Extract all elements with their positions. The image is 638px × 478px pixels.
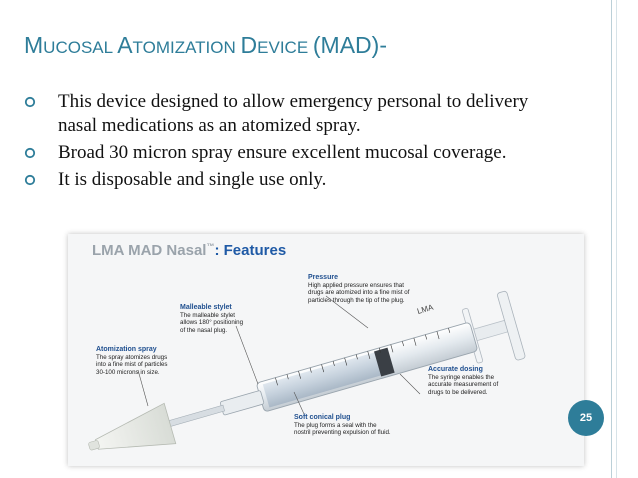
device-figure bbox=[68, 234, 584, 466]
title-suffix: (MAD)- bbox=[312, 32, 387, 58]
bullet-item bbox=[24, 90, 564, 138]
bullet-text: Broad 30 micron spray ensure excellent mucosal coverage. bbox=[58, 142, 507, 163]
callout-line: of the nasal plug. bbox=[180, 326, 228, 334]
callout-line: particles through the tip of the plug. bbox=[308, 296, 405, 304]
bullet-list bbox=[24, 90, 564, 195]
bullet-text: It is disposable and single use only. bbox=[58, 169, 327, 190]
callout-line: The syringe enables the bbox=[428, 373, 495, 381]
callout-heading: Atomization spray bbox=[96, 346, 157, 353]
figure-title-features: : Features bbox=[214, 242, 287, 259]
callout-line: High applied pressure ensures that bbox=[308, 281, 404, 289]
trademark-mark: ™ bbox=[206, 242, 215, 251]
callout-line: accurate measurement of bbox=[428, 381, 499, 389]
callout-heading: Malleable stylet bbox=[180, 304, 232, 311]
callout-pressure bbox=[308, 274, 409, 304]
right-edge-rule-inner bbox=[616, 0, 617, 478]
callout-soft-conical-plug bbox=[294, 414, 391, 437]
bullet-item bbox=[24, 168, 564, 192]
callout-atomization-spray bbox=[96, 346, 168, 376]
page-number-badge: 25 bbox=[568, 400, 604, 436]
circle-bullet-icon bbox=[24, 174, 36, 186]
title-initial-1: M bbox=[24, 32, 44, 58]
callout-heading: Soft conical plug bbox=[294, 414, 351, 421]
right-edge-rule bbox=[611, 0, 612, 478]
callout-line: drugs to be delivered. bbox=[428, 388, 488, 396]
callout-malleable-stylet bbox=[180, 304, 243, 334]
bullet-text: This device designed to allow emergency personal to delivery nasal medications as an atomized spray. bbox=[58, 91, 529, 136]
circle-bullet-icon bbox=[24, 147, 36, 159]
title-initial-2: A bbox=[117, 32, 133, 58]
title-word-1: UCOSAL bbox=[43, 38, 118, 57]
syringe-mark: LMA bbox=[416, 302, 435, 316]
figure-title bbox=[92, 242, 286, 259]
callout-heading: Pressure bbox=[308, 274, 338, 281]
callout-line: The plug forms a seal with the bbox=[294, 421, 377, 429]
callout-line: The malleable stylet bbox=[180, 311, 236, 319]
title-initial-3: D bbox=[240, 32, 258, 58]
title-word-2: TOMIZATION bbox=[132, 38, 241, 57]
callout-line: 30-100 microns in size. bbox=[96, 368, 160, 376]
callout-heading: Accurate dosing bbox=[428, 366, 483, 373]
circle-bullet-icon bbox=[24, 96, 36, 108]
figure-title-product: LMA MAD Nasal bbox=[92, 242, 207, 259]
callout-line: nostril preventing expulsion of fluid. bbox=[294, 429, 391, 437]
callout-line: allows 180° positioning bbox=[180, 319, 244, 327]
callout-line: The spray atomizes drugs bbox=[96, 353, 168, 361]
bullet-item bbox=[24, 141, 564, 165]
callout-line: drugs are atomized into a fine mist of bbox=[308, 289, 410, 297]
callout-accurate-dosing bbox=[428, 366, 498, 396]
callout-line: into a fine mist of particles bbox=[96, 361, 168, 369]
slide-title bbox=[24, 32, 594, 66]
title-word-3: EVICE bbox=[257, 38, 313, 57]
